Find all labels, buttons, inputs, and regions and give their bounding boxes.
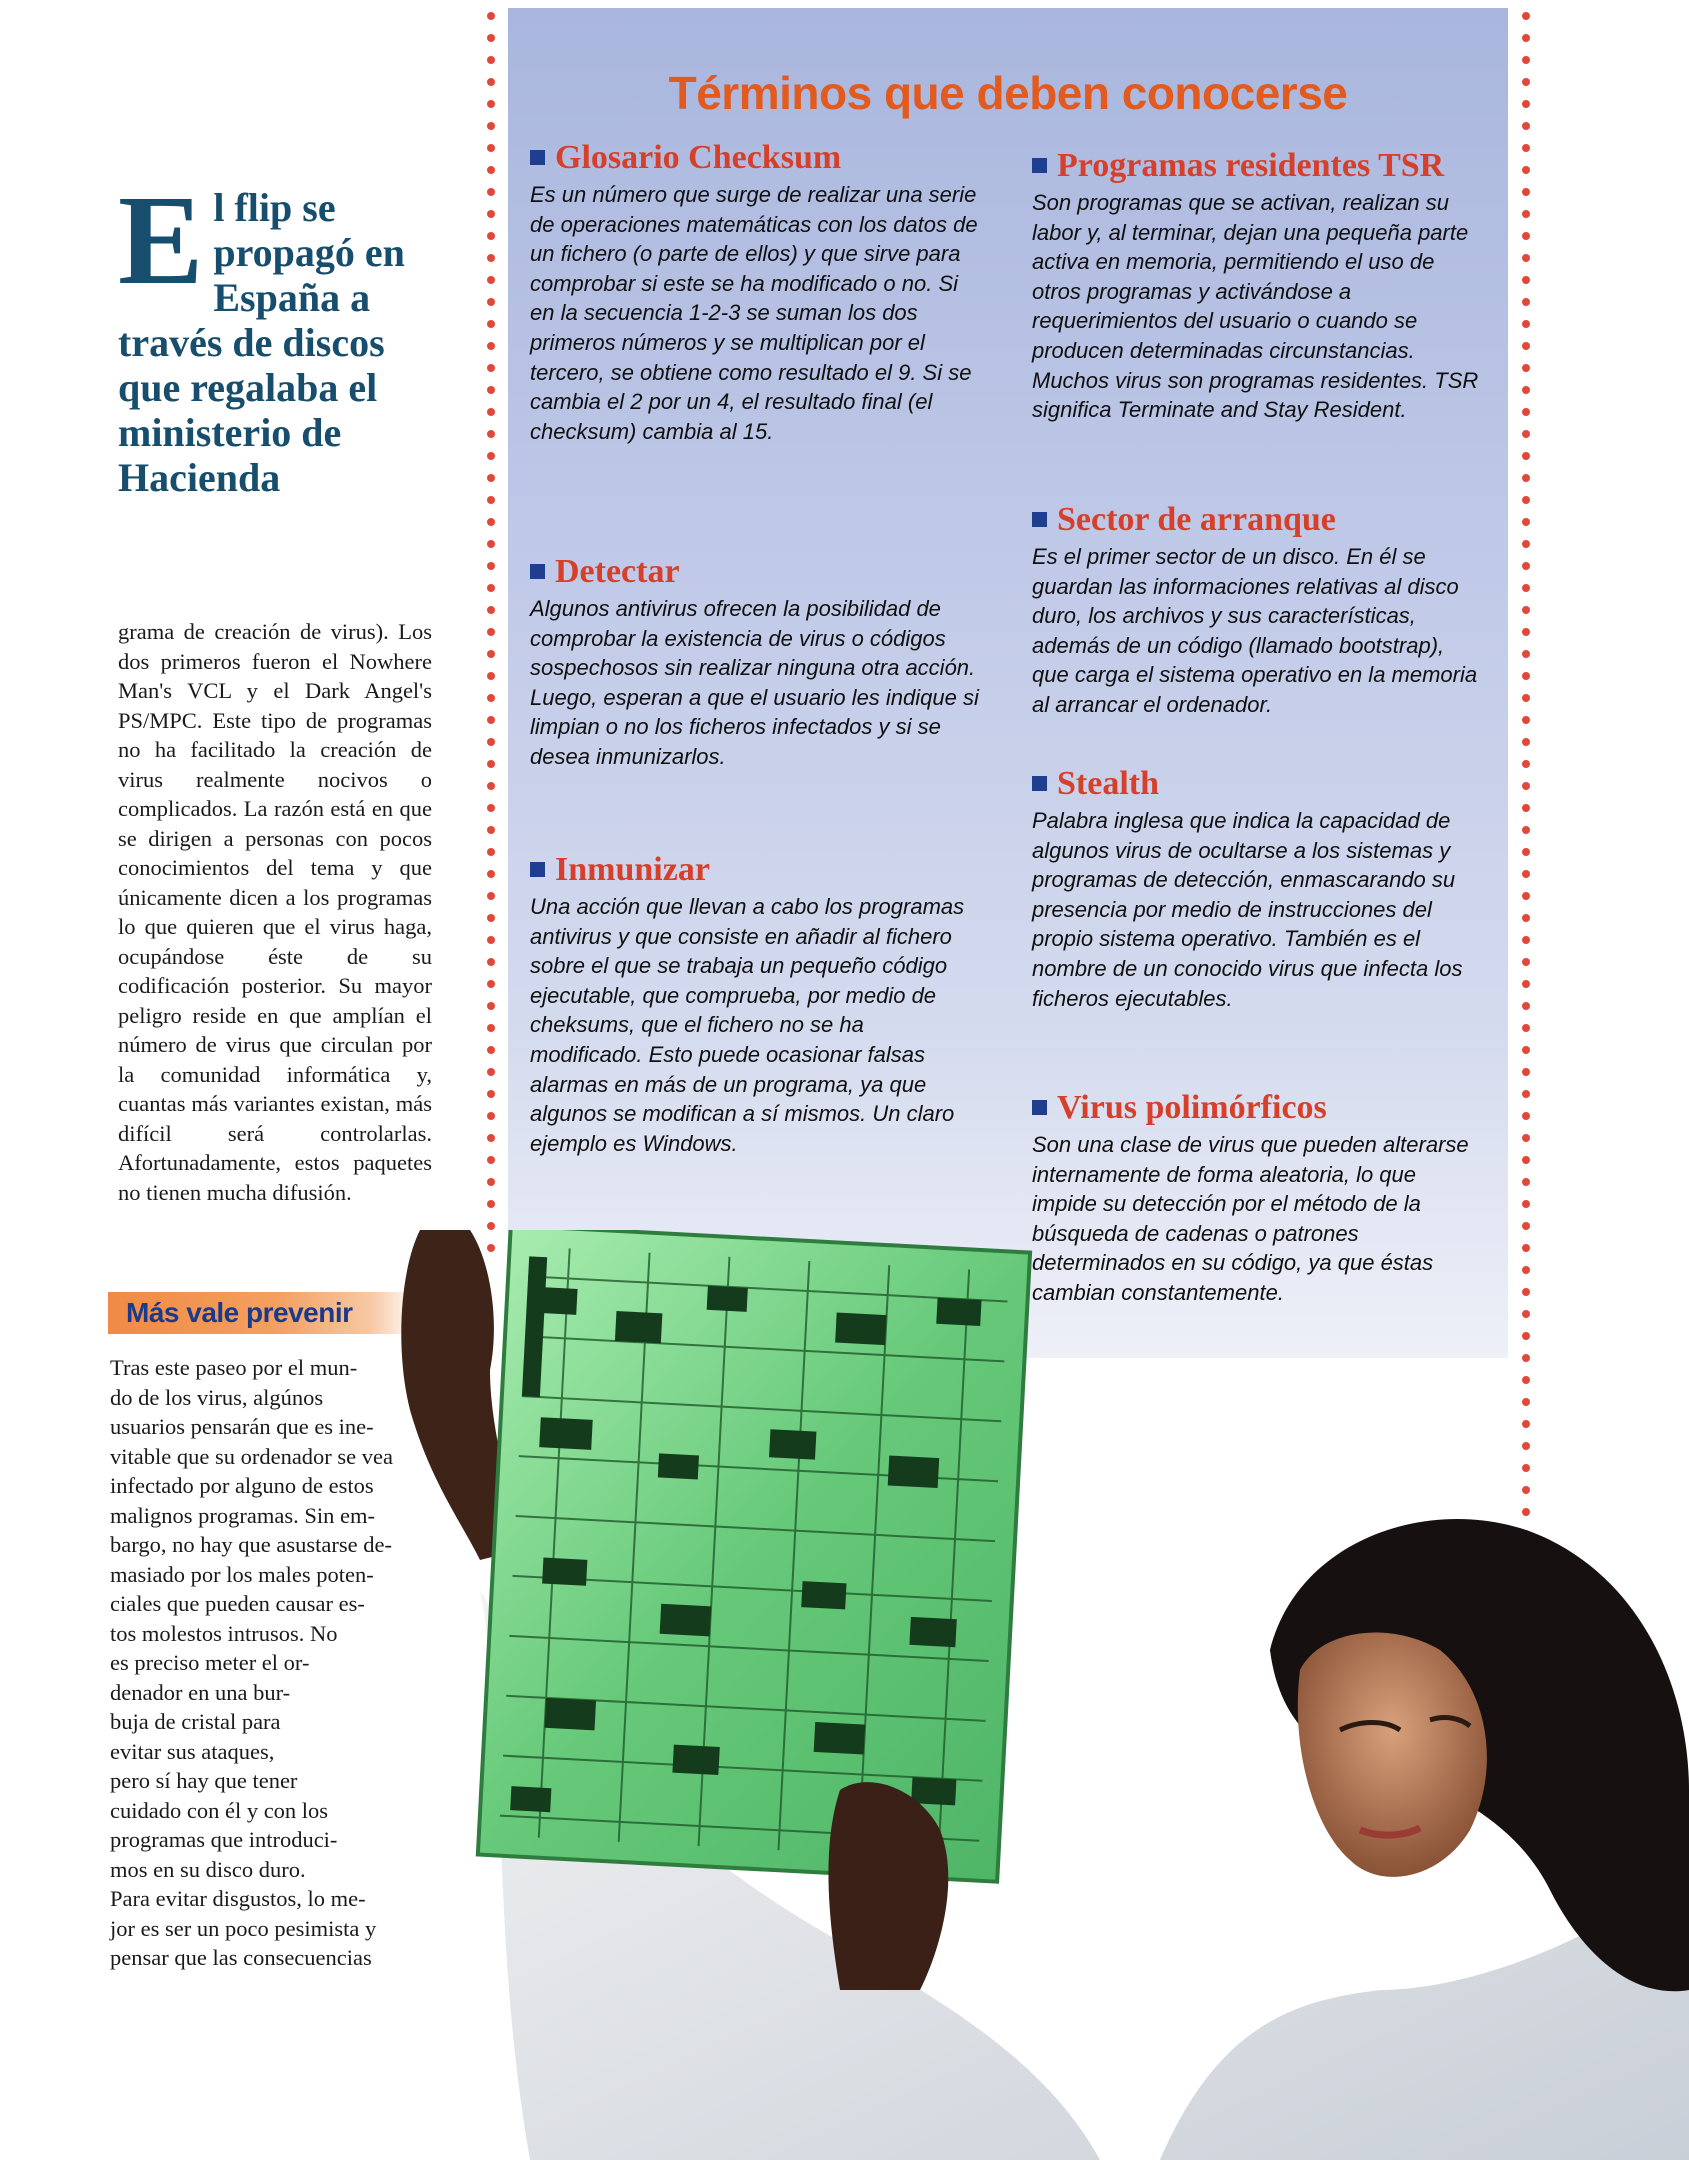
body-line: mos en su disco duro. <box>110 1856 306 1882</box>
dot <box>1522 914 1530 922</box>
dot <box>487 760 495 768</box>
dot <box>1522 1200 1530 1208</box>
term-checksum <box>530 140 982 446</box>
dot <box>1522 782 1530 790</box>
dot <box>1522 1156 1530 1164</box>
term-heading-text: Detectar <box>555 553 680 590</box>
dot <box>487 342 495 350</box>
square-bullet-icon <box>530 150 545 165</box>
dot <box>1522 716 1530 724</box>
body-line: do de los virus, algúnos <box>110 1384 324 1410</box>
body-line: buja de cristal para <box>110 1709 281 1734</box>
term-detectar <box>530 554 982 772</box>
dot <box>487 188 495 196</box>
term-heading <box>1032 148 1482 184</box>
term-definition: Algunos antivirus ofrecen la posibilidad de comprobar la existencia de virus o códigos sospechosos sin realizar ninguna otra acción. Luego, esperan a que el usuario les indique si limpian o no los ficheros infectados y si se desea inmunizarlos. <box>530 596 979 769</box>
term-stealth <box>1032 766 1482 1013</box>
dot <box>487 166 495 174</box>
body-line: es preciso meter el or- <box>110 1650 310 1675</box>
dot <box>487 672 495 680</box>
dot <box>1522 12 1530 20</box>
term-inmunizar <box>530 852 982 1158</box>
dot <box>487 826 495 834</box>
dot <box>1522 760 1530 768</box>
dot <box>1522 650 1530 658</box>
dot <box>487 254 495 262</box>
term-heading <box>530 852 982 888</box>
dot <box>1522 452 1530 460</box>
dot <box>487 1112 495 1120</box>
dot <box>487 694 495 702</box>
dot <box>487 1156 495 1164</box>
dot <box>487 496 495 504</box>
body-line: pero sí hay que tener <box>110 1768 298 1793</box>
pull-quote-text: l flip se propagó en España a través de discos que regalaba el ministerio de Hacienda <box>118 185 405 500</box>
square-bullet-icon <box>1032 158 1047 173</box>
dot <box>1522 34 1530 42</box>
body-text-upper: grama de creación de virus). Los dos primeros fueron el Nowhere Man's VCL y el Dark Angel's PS/MPC. Este tipo de programas no ha facilitado la creación de virus realmente nocivos o complicados. La razón está en que se dirigen a personas con pocos conocimientos del tema y que únicamente dicen a los programas lo que quieren que el virus haga, ocupándose éste de su codificación posterior. Su mayor peligro reside en que amplían el número de virus que circulan por la comunidad informática y, cuantas más variantes existan, más difícil será controlarlas. Afortunadamente, estos paquetes no tienen mucha difusión. <box>118 619 432 1205</box>
body-line: infectado por alguno de estos <box>110 1473 374 1498</box>
dot <box>487 914 495 922</box>
dot <box>487 892 495 900</box>
body-line: malignos programas. Sin em- <box>110 1502 375 1528</box>
dot <box>1522 1046 1530 1054</box>
body-line: evitar sus ataques, <box>110 1738 275 1764</box>
dot <box>1522 386 1530 394</box>
dot <box>1522 848 1530 856</box>
term-heading <box>1032 502 1482 538</box>
pull-quote <box>118 169 436 500</box>
dot <box>487 628 495 636</box>
dot <box>1522 276 1530 284</box>
dot <box>487 78 495 86</box>
dot <box>487 210 495 218</box>
dot <box>1522 958 1530 966</box>
dot <box>487 430 495 438</box>
dot <box>1522 496 1530 504</box>
dot <box>1522 122 1530 130</box>
term-heading-text: Glosario Checksum <box>555 139 842 176</box>
drop-cap: E <box>118 169 204 311</box>
dot <box>1522 1068 1530 1076</box>
term-definition: Son programas que se activan, realizan su labor y, al terminar, dejan una pequeña parte activa en memoria, permitiendo el uso de otros programas y activándose a requerimientos del usuario o cuando se producen determinadas circunstancias. Muchos virus son programas residentes. TSR significa Terminate and Stay Resident. <box>1032 190 1479 423</box>
dot <box>1522 320 1530 328</box>
body-line: cuidado con él y con los <box>110 1797 329 1823</box>
term-definition: Son una clase de virus que pueden alterarse internamente de forma aleatoria, lo que impide su detección por el método de la búsqueda de cadenas o patrones determinados en su código, ya que éstas cambian constantemente. <box>1032 1132 1469 1305</box>
dot <box>487 34 495 42</box>
dot <box>487 122 495 130</box>
dot <box>487 452 495 460</box>
body-line: bargo, no hay que asustarse de- <box>110 1532 392 1557</box>
dot <box>1522 1178 1530 1186</box>
dot <box>1522 364 1530 372</box>
dot <box>487 320 495 328</box>
dot <box>1522 870 1530 878</box>
dot <box>487 980 495 988</box>
dot <box>1522 892 1530 900</box>
term-heading <box>530 140 982 176</box>
circuit-board-photo <box>400 1230 1689 2160</box>
dot <box>1522 1024 1530 1032</box>
dot <box>1522 672 1530 680</box>
body-line: denador en una bur- <box>110 1679 291 1705</box>
dot <box>487 562 495 570</box>
term-heading-text: Programas residentes TSR <box>1057 147 1445 184</box>
dot <box>1522 56 1530 64</box>
dot <box>1522 298 1530 306</box>
dot <box>487 584 495 592</box>
term-heading-text: Inmunizar <box>555 851 710 888</box>
dot <box>1522 1112 1530 1120</box>
body-line: ciales que pueden causar es- <box>110 1591 365 1616</box>
term-heading <box>1032 1090 1482 1126</box>
dot <box>1522 342 1530 350</box>
dot <box>487 276 495 284</box>
term-heading-text: Virus polimórficos <box>1057 1089 1327 1126</box>
section-banner <box>108 1292 418 1334</box>
body-line: programas que introduci- <box>110 1827 338 1852</box>
term-heading-text: Stealth <box>1057 765 1159 802</box>
square-bullet-icon <box>1032 1100 1047 1115</box>
dot <box>487 12 495 20</box>
dot <box>1522 408 1530 416</box>
body-line: usuarios pensarán que es ine- <box>110 1414 374 1439</box>
dot <box>487 144 495 152</box>
dot <box>1522 826 1530 834</box>
dot <box>1522 1090 1530 1098</box>
dot <box>1522 804 1530 812</box>
square-bullet-icon <box>530 862 545 877</box>
dot <box>487 518 495 526</box>
body-line: jor es ser un poco pesimista y <box>110 1915 377 1941</box>
term-sector-arranque <box>1032 502 1482 720</box>
term-definition: Es el primer sector de un disco. En él se guardan las informaciones relativas al disco duro, los archivos y sus características, además de un código (llamado bootstrap), que carga el sistema operativo en la memoria al arrancar el ordenador. <box>1032 544 1478 717</box>
dot <box>487 848 495 856</box>
square-bullet-icon <box>1032 512 1047 527</box>
dot <box>1522 254 1530 262</box>
dot <box>487 738 495 746</box>
glossary-title: Términos que deben conocerse <box>668 67 1348 119</box>
dot <box>1522 100 1530 108</box>
body-line: pensar que las consecuencias <box>110 1945 372 1970</box>
dot <box>487 540 495 548</box>
dot <box>487 232 495 240</box>
dot <box>1522 188 1530 196</box>
term-definition: Palabra inglesa que indica la capacidad de algunos virus de ocultarse a los sistemas y programas de detección, enmascarando su presencia por medio de instrucciones del propio sistema operativo. También es el nombre de un conocido virus que infecta los ficheros ejecutables. <box>1032 808 1463 1011</box>
dot <box>487 474 495 482</box>
dot <box>487 958 495 966</box>
dot <box>487 1024 495 1032</box>
dot <box>1522 166 1530 174</box>
term-heading-text: Sector de arranque <box>1057 501 1336 538</box>
dot <box>1522 628 1530 636</box>
term-heading <box>1032 766 1482 802</box>
dot <box>1522 474 1530 482</box>
term-definition: Una acción que llevan a cabo los programas antivirus y que consiste en añadir al fichero sobre el que se trabaja un pequeño código ejecutable, que comprueba, por medio de cheksums, que el fichero no se ha modificado. Esto puede ocasionar falsas alarmas en más de un programa, ya que algunos se modifican a sí mismos. Un claro ejemplo es Windows. <box>530 894 965 1156</box>
dot <box>487 1222 495 1230</box>
dot <box>487 364 495 372</box>
dot <box>1522 936 1530 944</box>
dot <box>487 650 495 658</box>
body-line: tos molestos intrusos. No <box>110 1620 338 1646</box>
dot <box>487 782 495 790</box>
dot <box>487 1200 495 1208</box>
dot <box>1522 584 1530 592</box>
dot <box>487 606 495 614</box>
dot <box>487 1002 495 1010</box>
dot <box>487 1134 495 1142</box>
term-tsr <box>1032 148 1482 425</box>
body-line: masiado por los males poten- <box>110 1561 374 1587</box>
dot <box>487 386 495 394</box>
dot <box>487 870 495 878</box>
dot <box>1522 562 1530 570</box>
square-bullet-icon <box>1032 776 1047 791</box>
dot <box>1522 210 1530 218</box>
dot <box>1522 430 1530 438</box>
body-text-lower <box>110 1353 428 1973</box>
dot <box>487 804 495 812</box>
dot <box>487 936 495 944</box>
dot <box>1522 738 1530 746</box>
term-heading <box>530 554 982 590</box>
dot <box>487 1090 495 1098</box>
dot <box>1522 694 1530 702</box>
dot <box>1522 78 1530 86</box>
dot <box>1522 144 1530 152</box>
square-bullet-icon <box>530 564 545 579</box>
dot <box>1522 1002 1530 1010</box>
body-line: vitable que su ordenador se vea <box>110 1443 394 1469</box>
section-title: Más vale prevenir <box>126 1297 353 1328</box>
dot <box>1522 518 1530 526</box>
body-line: Para evitar disgustos, lo me- <box>110 1886 366 1911</box>
dot <box>1522 606 1530 614</box>
dot <box>1522 980 1530 988</box>
dot <box>487 56 495 64</box>
term-definition: Es un número que surge de realizar una serie de operaciones matemáticas con los datos de un fichero (o parte de ellos) y que sirve para comprobar si este se ha modificado o no. Si en la secuencia 1-2-3 se suman los dos primeros números y se multiplican por el tercero, se obtiene como resultado el 9. Si se cambia el 2 por un 4, el resultado final (el checksum) cambia al 15. <box>530 182 978 444</box>
dot <box>487 1046 495 1054</box>
dot <box>487 1068 495 1076</box>
dot <box>1522 540 1530 548</box>
dot <box>1522 1222 1530 1230</box>
dot <box>487 716 495 724</box>
dot <box>487 1178 495 1186</box>
dotted-rule-left <box>487 12 495 1266</box>
dot <box>1522 232 1530 240</box>
body-line: Tras este paseo por el mun- <box>110 1355 358 1380</box>
dot <box>1522 1134 1530 1142</box>
dot <box>487 100 495 108</box>
dot <box>487 408 495 416</box>
dot <box>487 298 495 306</box>
